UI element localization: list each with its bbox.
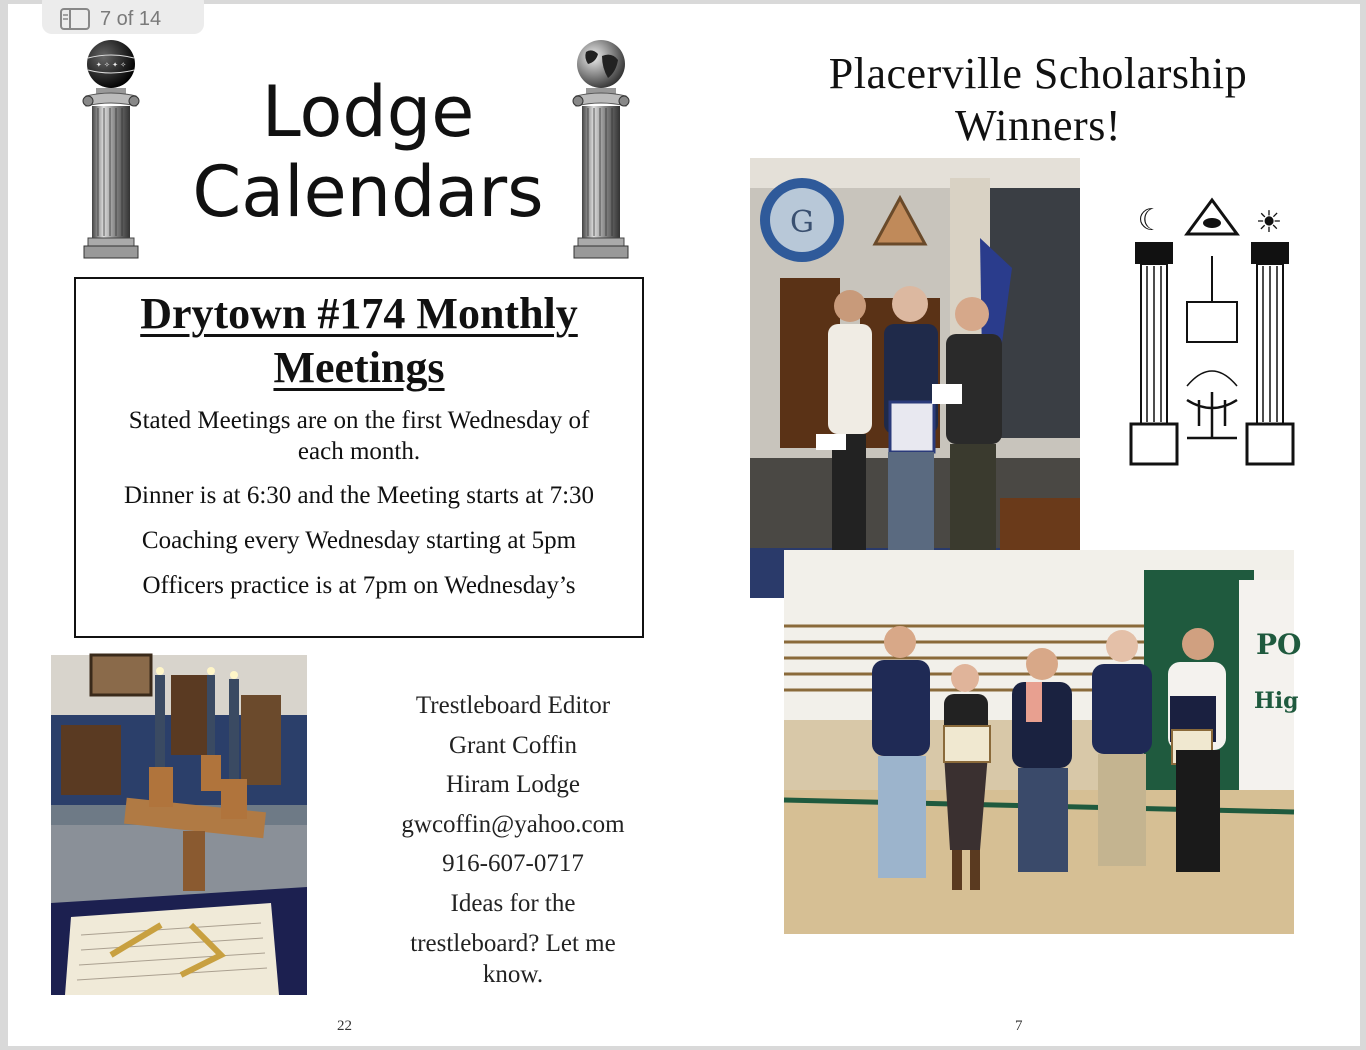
svg-text:G: G (790, 205, 814, 240)
placerville-title-line1: Placerville Scholarship (828, 49, 1248, 98)
editor-ideas-line2: trestleboard? Let me (410, 930, 616, 957)
banner-text-hig: Hig (1254, 688, 1299, 714)
title-line-lodge: Lodge (261, 71, 475, 153)
masonic-emblem-icon (1117, 186, 1307, 481)
document-page (8, 4, 1360, 1046)
editor-role: Trestleboard Editor (415, 692, 611, 719)
banner-text-po: PO (1256, 628, 1302, 661)
page-thumbnail-icon (60, 8, 90, 30)
editor-contact-block (378, 686, 648, 990)
meetings-heading (76, 287, 642, 395)
meetings-box (74, 277, 644, 638)
page-indicator[interactable] (42, 0, 204, 34)
svg-text:☾: ☾ (1137, 203, 1165, 238)
pillar-globe-terrestrial-icon (568, 38, 634, 267)
pillar-globe-celestial-icon (78, 38, 144, 267)
altar-candles-photo (51, 655, 307, 1000)
meetings-line-stated: Stated Meetings are on the first Wednesday of each month. (128, 407, 590, 465)
placerville-title-line2: Winners! (955, 101, 1121, 150)
editor-email[interactable]: gwcoffin@yahoo.com (401, 810, 625, 838)
svg-text:☀: ☀ (1255, 205, 1283, 240)
placerville-title (788, 48, 1288, 152)
meetings-line-dinner: Dinner is at 6:30 and the Meeting starts at 7:30 (123, 482, 595, 509)
meetings-heading-line2: Meetings (273, 343, 445, 392)
editor-ideas-line1: Ideas for the (450, 889, 576, 917)
editor-name: Grant Coffin (449, 731, 577, 759)
svg-text:✦ ✧ ✦ ✧: ✦ ✧ ✦ ✧ (95, 61, 127, 69)
lodge-room-winners-photo (750, 158, 1080, 603)
editor-phone[interactable]: 916-607-0717 (442, 850, 584, 877)
lodge-calendars-title (188, 72, 548, 232)
page-indicator-label: 7 of 14 (100, 7, 162, 30)
editor-ideas-line3: know. (482, 961, 544, 988)
meetings-heading-line1: Drytown #174 Monthly (140, 289, 578, 338)
editor-lodge: Hiram Lodge (446, 771, 580, 798)
right-page-number: 7 (1015, 1018, 1023, 1034)
left-page-number: 22 (337, 1018, 352, 1034)
gym-scholarship-winners-photo (784, 550, 1302, 939)
title-line-calendars: Calendars (192, 151, 544, 233)
meetings-line-coaching: Coaching every Wednesday starting at 5pm (141, 527, 577, 554)
meetings-line-officers: Officers practice is at 7pm on Wednesday’s (142, 572, 576, 599)
